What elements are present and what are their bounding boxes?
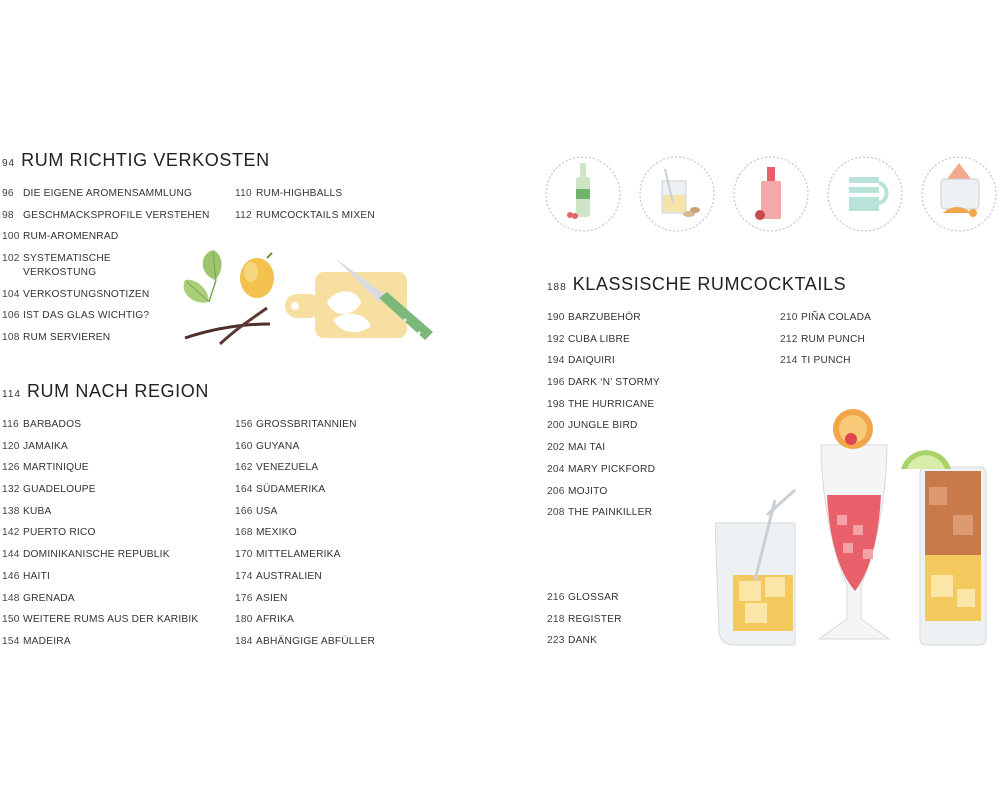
toc-entry-title: ABHÄNGIGE ABFÜLLER — [256, 635, 376, 647]
toc-entry-title: VERKOSTUNGSNOTIZEN — [23, 288, 150, 300]
toc-entry[interactable] — [235, 187, 455, 201]
toc-entry[interactable] — [547, 354, 767, 368]
toc-entry[interactable] — [235, 483, 460, 497]
toc-entry-page-number: 102 — [2, 253, 20, 265]
toc-entry-page-number: 132 — [2, 484, 20, 496]
toc-entry-page-number: 190 — [547, 312, 565, 323]
toc-column — [235, 187, 455, 230]
toc-entry-title: JUNGLE BIRD — [568, 420, 638, 432]
toc-entry[interactable] — [2, 570, 227, 584]
toc-entry-title: DARK ‘N’ STORMY — [568, 377, 660, 389]
leaf-icon — [184, 250, 222, 303]
toc-entry[interactable] — [235, 461, 460, 475]
toc-entry-title: MAI TAI — [568, 442, 606, 454]
toc-entry-title: GROSSBRITANNIEN — [256, 419, 357, 430]
toc-entry-title: REGISTER — [568, 613, 622, 625]
toc-entry-page-number: 194 — [547, 355, 565, 367]
toc-entry[interactable] — [2, 526, 227, 540]
toc-entry[interactable] — [2, 209, 217, 223]
toc-entry-page-number: 180 — [235, 614, 253, 626]
toc-entry-title: ASIEN — [256, 592, 288, 604]
toc-entry-page-number: 223 — [547, 635, 565, 647]
toc-entry-title: IST DAS GLAS WICHTIG? — [23, 310, 150, 322]
section-heading: KLASSISCHE RUMCOCKTAILS — [572, 274, 847, 294]
section-heading: RUM NACH REGION — [26, 381, 209, 401]
toc-entry[interactable] — [780, 354, 980, 368]
section-heading: RUM RICHTIG VERKOSTEN — [21, 150, 270, 170]
toc-entry-page-number: 154 — [2, 635, 20, 647]
toc-entry-title: AUSTRALIEN — [256, 570, 322, 582]
ingredients-illustration — [175, 240, 440, 350]
toc-column — [2, 418, 227, 657]
toc-entry-title: AFRIKA — [256, 614, 294, 626]
toc-entry[interactable] — [235, 592, 460, 606]
toc-entry-page-number: 192 — [547, 333, 565, 345]
toc-entry[interactable] — [235, 635, 460, 649]
toc-entry[interactable] — [235, 209, 455, 223]
toc-entry-title: TI PUNCH — [801, 355, 851, 367]
measuring-jug-icon — [640, 157, 714, 231]
toc-entry[interactable] — [2, 505, 227, 519]
toc-entry-title: DOMINIKANISCHE REPUBLIK — [23, 549, 170, 561]
toc-entry[interactable] — [235, 418, 460, 432]
toc-entry-page-number: 160 — [235, 440, 253, 452]
toc-entry[interactable] — [2, 483, 227, 497]
toc-entry-title: MITTELAMERIKA — [256, 549, 341, 561]
toc-entry-title: KUBA — [23, 505, 52, 517]
toc-entry-page-number: 202 — [547, 442, 565, 454]
juicer-icon — [922, 157, 996, 231]
toc-entry-title: BARBADOS — [23, 419, 82, 430]
toc-entry-page-number: 150 — [2, 614, 20, 626]
toc-entry-page-number: 112 — [235, 209, 252, 221]
toc-entry-page-number: 204 — [547, 463, 565, 475]
toc-entry[interactable] — [547, 333, 767, 347]
toc-entry-title: USA — [256, 505, 278, 517]
syrup-bottle-icon — [734, 157, 808, 231]
toc-entry-title: MARY PICKFORD — [568, 463, 656, 475]
section-page-number: 114 — [2, 389, 21, 400]
bottle-icon — [546, 157, 620, 231]
toc-entry-page-number: 216 — [547, 592, 565, 603]
highball-glass-icon — [901, 450, 986, 645]
toc-entry-page-number: 98 — [2, 209, 14, 221]
toc-entry-page-number: 184 — [235, 635, 253, 647]
toc-entry-page-number: 196 — [547, 377, 565, 389]
toc-entry-title: GUADELOUPE — [23, 484, 96, 496]
toc-entry-title: GUYANA — [256, 440, 300, 452]
vanilla-pod-icon — [185, 308, 270, 344]
toc-entry[interactable] — [2, 613, 227, 627]
toc-entry-title: THE PAINKILLER — [568, 507, 653, 519]
toc-entry-title: GRENADA — [23, 592, 75, 604]
toc-entry-page-number: 210 — [780, 312, 798, 323]
toc-entry[interactable] — [780, 311, 980, 325]
toc-entry-title: SÜDAMERIKA — [256, 484, 326, 496]
toc-entry-title: JAMAIKA — [23, 440, 68, 452]
section-page-number: 94 — [2, 158, 16, 169]
toc-entry-title: RUM-HIGHBALLS — [256, 188, 343, 199]
toc-entry-title: MOJITO — [568, 485, 608, 497]
toc-entry-title: THE HURRICANE — [568, 398, 655, 410]
toc-entry-title: RUM SERVIEREN — [23, 332, 111, 344]
toc-entry-title: MARTINIQUE — [23, 462, 89, 474]
toc-entry-title: MADEIRA — [23, 635, 71, 647]
pitcher-icon — [828, 157, 902, 231]
toc-entry-page-number: 146 — [2, 570, 20, 582]
toc-entry-title: WEITERE RUMS AUS DER KARIBIK — [23, 614, 199, 626]
toc-entry-page-number: 162 — [235, 462, 253, 474]
toc-entry-page-number: 110 — [235, 188, 252, 199]
toc-entry-page-number: 96 — [2, 188, 14, 199]
toc-entry-page-number: 200 — [547, 420, 565, 432]
toc-entry-page-number: 166 — [235, 505, 253, 517]
toc-column — [235, 418, 460, 657]
toc-entry-title: VENEZUELA — [256, 462, 319, 474]
toc-entry-page-number: 116 — [2, 419, 19, 430]
toc-entry[interactable] — [2, 418, 227, 432]
hurricane-glass-icon — [819, 409, 889, 639]
toc-entry-page-number: 170 — [235, 549, 253, 561]
toc-entry-page-number: 100 — [2, 231, 20, 243]
toc-entry-title: MEXIKO — [256, 527, 297, 539]
toc-entry-page-number: 120 — [2, 440, 20, 452]
toc-entry[interactable] — [235, 548, 460, 562]
toc-entry[interactable] — [780, 333, 980, 347]
toc-entry-page-number: 148 — [2, 592, 20, 604]
section-title-cocktails — [547, 274, 846, 295]
mango-icon — [240, 253, 274, 298]
toc-entry-page-number: 138 — [2, 505, 20, 517]
toc-entry[interactable] — [235, 440, 460, 454]
toc-entry-title: DIE EIGENE AROMENSAMMLUNG — [23, 188, 193, 199]
toc-entry[interactable] — [235, 570, 460, 584]
toc-entry-title: DAIQUIRI — [568, 355, 615, 367]
toc-entry-page-number: 164 — [235, 484, 253, 496]
toc-entry-title: GLOSSAR — [568, 592, 619, 603]
toc-entry[interactable] — [2, 548, 227, 562]
toc-entry-title: PIÑA COLADA — [801, 312, 872, 323]
section-title-region — [2, 381, 209, 402]
toc-entry[interactable] — [2, 592, 227, 606]
toc-entry-page-number: 174 — [235, 570, 253, 582]
toc-entry-page-number: 168 — [235, 527, 253, 539]
toc-entry-page-number: 208 — [547, 507, 565, 519]
toc-entry-page-number: 214 — [780, 355, 798, 367]
toc-entry[interactable] — [2, 440, 227, 454]
section-page-number: 188 — [547, 282, 567, 293]
toc-entry[interactable] — [2, 187, 217, 201]
bar-tools-icon-row — [543, 155, 998, 235]
section-title-tasting — [2, 150, 270, 171]
toc-entry-title: HAITI — [23, 570, 51, 582]
toc-entry-page-number: 206 — [547, 485, 565, 497]
toc-entry-page-number: 156 — [235, 419, 253, 430]
toc-entry-title: RUM PUNCH — [801, 333, 866, 345]
toc-entry-page-number: 142 — [2, 527, 20, 539]
toc-entry-title: CUBA LIBRE — [568, 333, 631, 345]
toc-entry-title: RUMCOCKTAILS MIXEN — [256, 209, 375, 221]
toc-entry[interactable] — [235, 526, 460, 540]
toc-column — [780, 311, 980, 376]
toc-entry-page-number: 144 — [2, 549, 20, 561]
toc-entry-page-number: 108 — [2, 332, 20, 344]
toc-entry[interactable] — [2, 461, 227, 475]
toc-entry-page-number: 106 — [2, 310, 20, 322]
toc-entry[interactable] — [547, 311, 767, 325]
rocks-glass-icon — [715, 490, 795, 645]
toc-entry[interactable] — [235, 505, 460, 519]
toc-entry-title: PUERTO RICO — [23, 527, 96, 539]
toc-entry-title: RUM-AROMENRAD — [23, 231, 119, 243]
toc-entry-title: SYSTEMATISCHE VERKOSTUNG — [23, 253, 111, 279]
toc-entry-page-number: 218 — [547, 613, 565, 625]
toc-entry-title: DANK — [568, 635, 598, 647]
toc-entry[interactable] — [547, 376, 767, 390]
cocktails-illustration — [715, 405, 990, 650]
toc-entry-title: BARZUBEHÖR — [568, 312, 641, 323]
toc-entry-page-number: 104 — [2, 288, 20, 300]
toc-entry-page-number: 198 — [547, 398, 565, 410]
toc-entry-page-number: 176 — [235, 592, 253, 604]
toc-entry-title: GESCHMACKSPROFILE VERSTEHEN — [23, 209, 210, 221]
toc-entry[interactable] — [235, 613, 460, 627]
toc-entry-page-number: 212 — [780, 333, 798, 345]
toc-entry[interactable] — [2, 635, 227, 649]
toc-entry-page-number: 126 — [2, 462, 20, 474]
